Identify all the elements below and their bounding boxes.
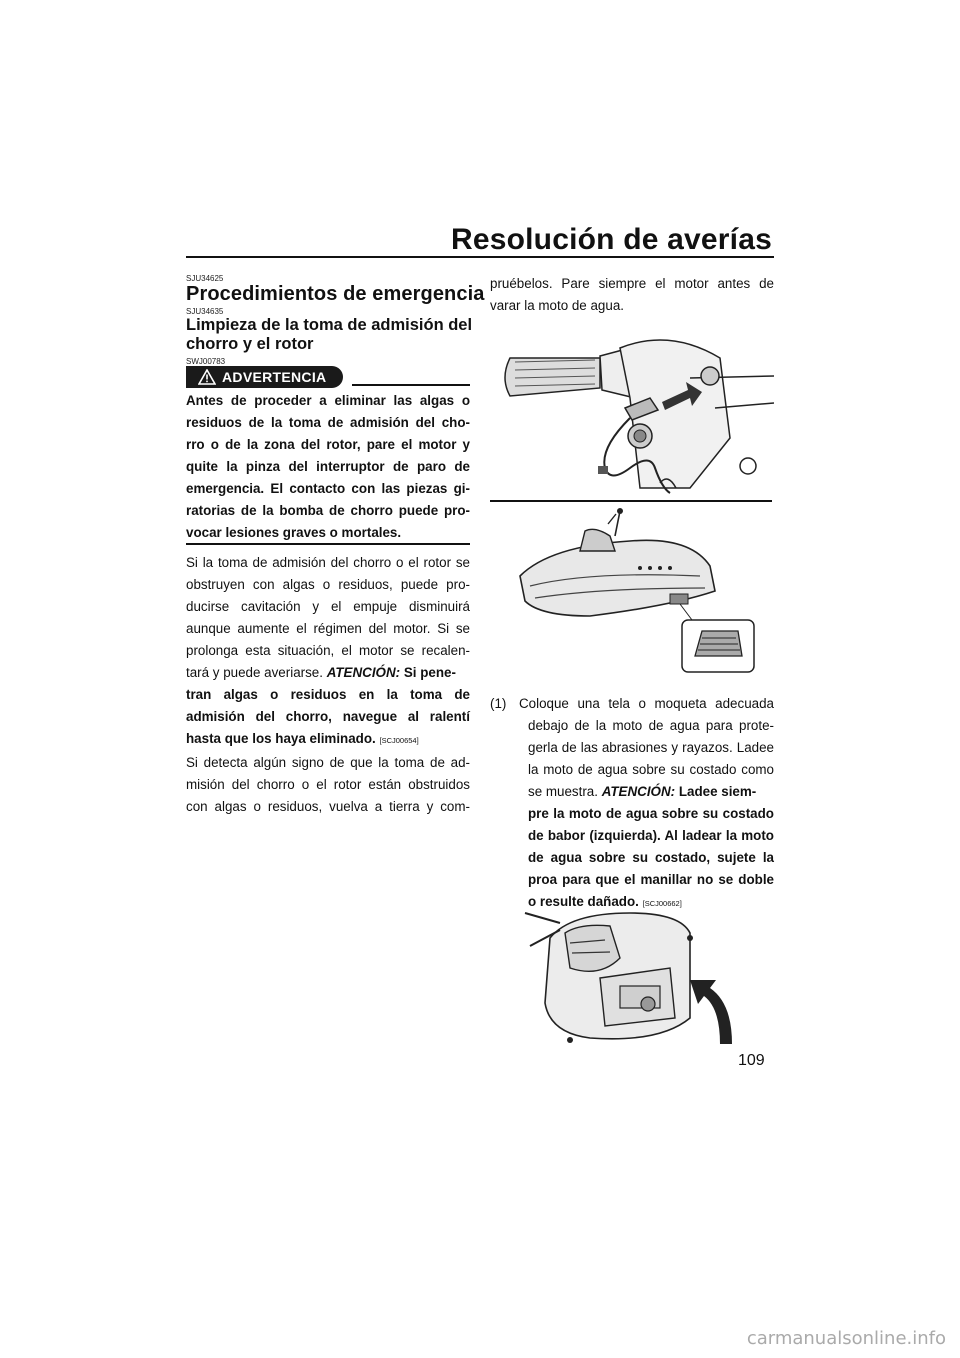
warning-line: ratorias de la bomba de chorro puede pro- [186,503,470,518]
section-code: SJU34625 [186,274,224,283]
attention-line: tran algas o residuos en la toma de [186,687,470,702]
warning-line: rro o de la zona del rotor, pare el motor y [186,437,470,452]
body-line: Si detecta algún signo de que la toma de ad- [186,755,470,770]
warning-line: quite la pinza del interruptor de paro de [186,459,470,474]
body-line: varar la moto de agua. [490,298,624,313]
warning-badge-label: ADVERTENCIA [222,369,327,385]
attention-code: [SCJ00662] [642,899,682,908]
section-heading: Procedimientos de emergencia [186,283,485,305]
warning-top-rule [352,384,470,386]
subsection-heading-line2: chorro y el rotor [186,335,314,353]
attention-text: Ladee siem- [678,784,757,799]
attention-text: o resulte dañado. [528,894,639,909]
body-line: obstruyen con algas o residuos, puede pro- [186,577,470,592]
subsection-code: SJU34635 [186,307,224,316]
warning-line: Antes de proceder a eliminar las algas o [186,393,470,408]
attention-line: pre la moto de agua sobre su costado [528,806,774,821]
list-text-span: se muestra. [528,784,598,799]
warning-code: SWJ00783 [186,357,226,366]
page-header-title: Resolución de averías [450,223,772,256]
body-line: pruébelos. Pare siempre el motor antes de [490,276,774,291]
figure-handlebar-lanyard [490,318,774,506]
attention-line: admisión del chorro, navegue al ralentí [186,709,470,724]
attention-label: ATENCIÓN: [326,665,401,680]
warning-text [186,390,470,544]
body-line: ducirse cavitación y el empuje disminuirá [186,599,470,614]
attention-line: de agua sobre su costado, sujete la [528,850,774,865]
paragraph-continued [490,273,774,317]
warning-triangle-icon [196,366,218,388]
list-line: gerla de las abrasiones y rayazos. Ladee [528,740,774,755]
attention-label: ATENCIÓN: [601,784,676,799]
page-number: 109 [738,1052,765,1069]
body-line: Si la toma de admisión del chorro o el rotor se [186,555,470,570]
subsection-heading-line1: Limpieza de la toma de admisión del [186,316,473,334]
warning-line: vocar lesiones graves o mortales. [186,525,402,540]
header-rule [186,256,774,258]
attention-text: hasta que los haya eliminado. [186,731,376,746]
figure-watercraft-intake [490,506,774,676]
warning-line: emergencia. El contacto con las piezas gi- [186,481,470,496]
list-line: la moto de agua sobre su costado como [528,762,774,777]
attention-code: [SCJ00654] [379,736,419,745]
paragraph-cavitation [186,540,470,818]
attention-text: Si pene- [403,665,456,680]
list-item-1 [519,693,774,915]
attention-line: proa para que el manillar no se doble [528,872,774,887]
list-line: Coloque una tela o moqueta adecuada [519,696,774,711]
list-line: debajo de la moto de agua para prote- [528,718,774,733]
attention-line: de babor (izquierda). Al ladear la moto [528,828,774,843]
body-line: aunque aumente el régimen del motor. Si se [186,621,470,636]
body-line: con algas o residuos, vuelva a tierra y com- [186,799,470,814]
body-text-span: tará y puede averiarse. [186,665,323,680]
body-line: prolonga esta situación, el motor se recalen- [186,643,470,658]
body-line: misión del chorro o el rotor están obstruidos [186,777,470,792]
body-line-attention [186,662,470,684]
warning-badge [186,366,343,388]
list-line-attention [519,781,774,803]
watermark: carmanualsonline.info [746,1328,946,1349]
warning-line: residuos de la toma de admisión del cho- [186,415,470,430]
list-item-number: (1) [490,696,507,711]
figure-watercraft-tilted [510,908,750,1046]
attention-last-line [186,728,470,752]
figure-divider [490,500,772,502]
